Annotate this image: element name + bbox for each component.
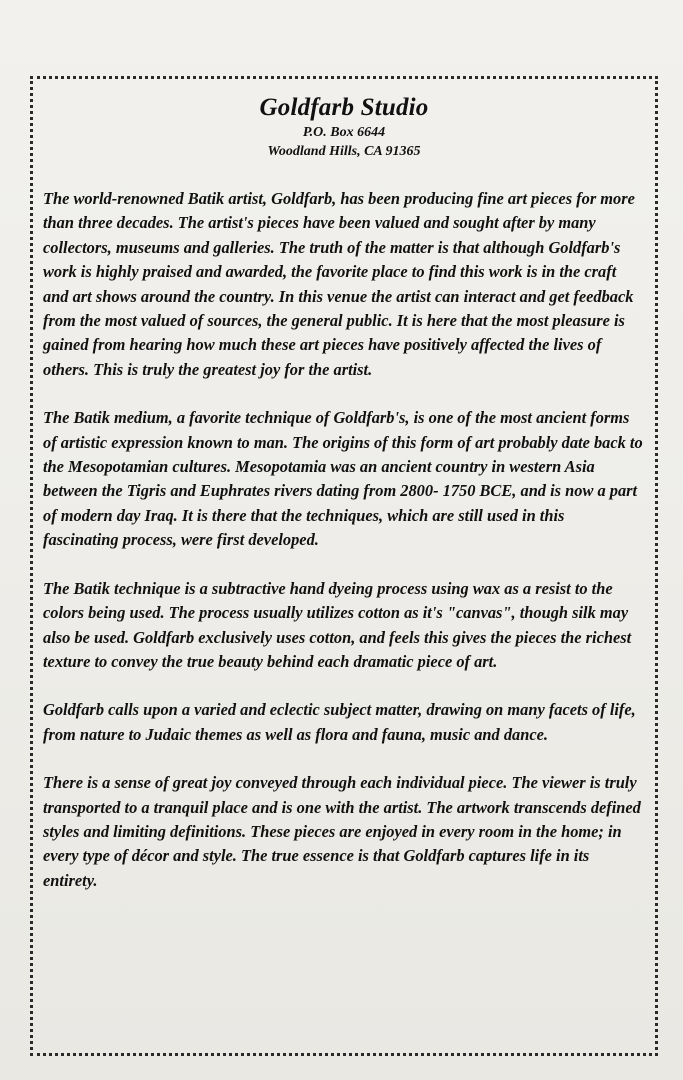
paragraph-joy: There is a sense of great joy conveyed through each individual piece. The viewer is truly transported to a tranquil place and is one with the artist. The artwork transcends defined styles and limiting definitions. These pieces are enjoyed in every room in the home; in every type of décor and style. The true essence is that Goldfarb captures life in its entirety. — [43, 773, 641, 890]
paragraph-batik-technique: The Batik technique is a subtractive hand dyeing process using wax as a resist to the colors being used. The process usually utilizes cotton as it's "canvas", though silk may also be used. Goldfarb exclusively uses cotton, and feels this gives the pieces the richest texture to convey the true beauty behind each dramatic piece of art. — [43, 578, 632, 671]
letterhead — [33, 93, 655, 161]
paragraph-batik-medium: The Batik medium, a favorite technique of Goldfarb's, is one of the most ancient forms of artistic expression known to man. The origins of this form of art probably date back to the Mesopotamian cultures. Mesopotamia was an ancient country in western Asia between the Tigris and Euphrates rivers dating from 2800- 1750 BCE, and is now a part of modern day Iraq. It is there that the techniques, which are still used in this fascinating process, were first developed. — [43, 408, 643, 550]
studio-name: Goldfarb Studio — [259, 94, 429, 121]
paragraph-intro: The world-renowned Batik artist, Goldfarb, has been producing fine art pieces for more than three decades. The artist's pieces have been valued and sought after by many collectors, museums and galleries. The truth of the matter is that although Goldfarb's work is highly praised and awarded, the favorite place to find this work is in the craft and art shows around the country. In this venue the artist can interact and get feedback from the most valued of sources, the general public. It is here that the most pleasure is gained from hearing how much these art pieces have positively affected the lives of others. This is truly the greatest joy for the artist. — [43, 189, 635, 379]
dotted-border-card — [30, 76, 658, 1056]
city-address: Woodland Hills, CA 91365 — [267, 144, 421, 159]
paragraph-subject-matter: Goldfarb calls upon a varied and eclectic subject matter, drawing on many facets of life, from nature to Judaic themes as well as flora and fauna, music and dance. — [43, 700, 636, 744]
po-box: P.O. Box 6644 — [302, 125, 386, 140]
body-text — [43, 187, 643, 893]
